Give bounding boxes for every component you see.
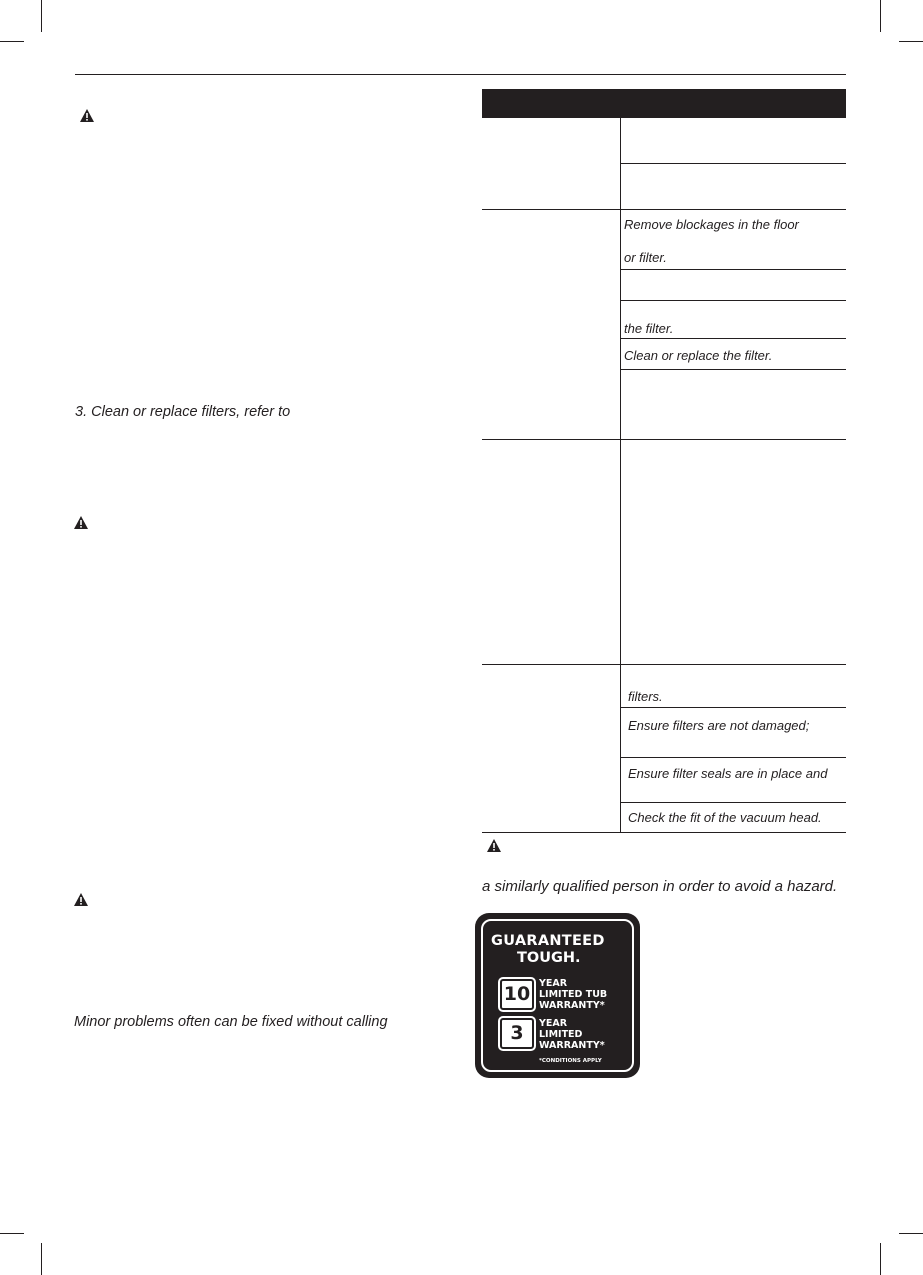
sub-divider bbox=[620, 269, 846, 270]
badge-number: 3 bbox=[500, 1018, 534, 1049]
table-cell: the filter. bbox=[624, 321, 674, 336]
badge-label: LIMITED TUB bbox=[539, 989, 608, 1000]
sub-divider bbox=[620, 338, 846, 339]
hazard-note-text: a similarly qualified person in order to avoid a hazard. bbox=[482, 878, 838, 895]
row-divider bbox=[482, 664, 846, 665]
column-divider bbox=[620, 118, 621, 833]
crop-mark bbox=[880, 1243, 881, 1275]
table-cell: Remove blockages in the floor bbox=[624, 217, 799, 232]
sub-divider bbox=[620, 802, 846, 803]
badge-label: YEAR bbox=[539, 978, 568, 989]
badge-label: YEAR bbox=[539, 1018, 568, 1029]
badge-number: 10 bbox=[500, 979, 534, 1010]
badge-label: WARRANTY* bbox=[539, 1000, 605, 1011]
crop-mark bbox=[880, 0, 881, 32]
table-cell: Ensure filters are not damaged; bbox=[628, 718, 810, 733]
table-cell: filters. bbox=[628, 689, 663, 704]
warranty-badge bbox=[475, 913, 640, 1078]
row-divider bbox=[482, 439, 846, 440]
filter-step-text: 3. Clean or replace filters, refer to bbox=[75, 404, 291, 420]
sub-divider bbox=[620, 300, 846, 301]
table-cell: Clean or replace the filter. bbox=[624, 348, 773, 363]
badge-label: WARRANTY* bbox=[539, 1040, 605, 1051]
sub-divider bbox=[620, 757, 846, 758]
sub-divider bbox=[620, 707, 846, 708]
warning-triangle-icon bbox=[80, 109, 94, 122]
row-divider bbox=[482, 209, 846, 210]
badge-label: LIMITED bbox=[539, 1029, 583, 1040]
crop-mark bbox=[41, 0, 42, 32]
table-cell: or filter. bbox=[624, 250, 667, 265]
crop-mark bbox=[899, 41, 923, 42]
row-divider bbox=[482, 832, 846, 833]
sub-divider bbox=[620, 369, 846, 370]
table-cell: Ensure filter seals are in place and bbox=[628, 766, 828, 781]
sub-divider bbox=[620, 163, 846, 164]
warning-triangle-icon bbox=[74, 893, 88, 906]
warning-triangle-icon bbox=[74, 516, 88, 529]
crop-mark bbox=[41, 1243, 42, 1275]
crop-mark bbox=[0, 41, 24, 42]
minor-problems-text: Minor problems often can be fixed without calling bbox=[74, 1014, 388, 1030]
crop-mark bbox=[0, 1233, 24, 1234]
warning-triangle-icon bbox=[487, 839, 501, 852]
table-cell: Check the fit of the vacuum head. bbox=[628, 810, 822, 825]
header-rule bbox=[75, 74, 846, 75]
badge-title: TOUGH. bbox=[517, 950, 581, 966]
crop-mark bbox=[899, 1233, 923, 1234]
table-header bbox=[482, 89, 846, 118]
badge-footnote: *CONDITIONS APPLY bbox=[539, 1058, 602, 1064]
troubleshooting-table bbox=[482, 89, 846, 833]
badge-title: GUARANTEED bbox=[491, 933, 605, 949]
